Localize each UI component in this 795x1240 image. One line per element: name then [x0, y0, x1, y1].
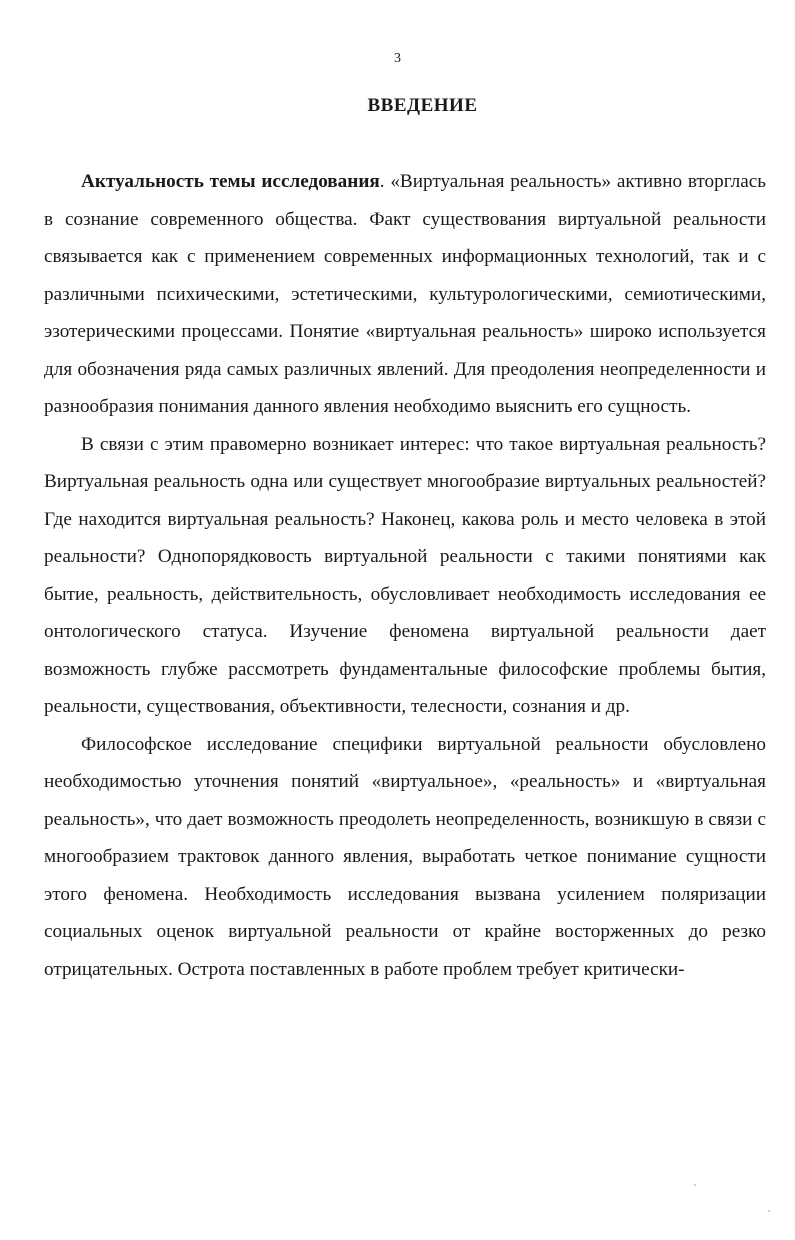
body-text: [44, 163, 766, 988]
philosophical-study-text: Философское исследование специфики виртуальной реальности обусловлено необходимостью уточнения понятий «виртуальное», «реальность» и «виртуальная реальность», что дает возможность преодолеть неопределенность, возникшую в связи с многообразием трактовок данного явления, выработать четкое понимание сущности этого феномена. Необходимость исследования вызвана усилением поляризации социальных оценок виртуальной реальности от крайне восторженных до резко отрицательных. Острота поставленных в работе проблем требует критически-: [44, 733, 766, 980]
scan-speck: [694, 1184, 696, 1186]
page-number: 3: [394, 51, 401, 66]
questions-text: В связи с этим правомерно возникает интерес: что такое виртуальная реальность? Виртуальная реальность одна или существует многообразие виртуальных реальностей? Где находится виртуальная реальность? Наконец, какова роль и место человека в этой реальности? Однопорядковость виртуальной реальности с такими понятиями как бытие, реальность, действительность, обусловливает необходимость исследования ее онтологического статуса. Изучение феномена виртуальной реальности дает возможность глубже рассмотреть фундаментальные философские проблемы бытия, реальности, существования, объективности, телесности, сознания и др.: [44, 433, 766, 717]
paragraph-philosophical-study: [44, 726, 766, 989]
relevance-lead: Актуальность темы исследования: [81, 171, 380, 192]
relevance-text: . «Виртуальная реальность» активно вторглась в сознание современного общества. Факт существования виртуальной реальности связывается как с применением современных информационных технологий, так и с различными психическими, эстетическими, культурологическими, семиотическими, эзотерическими процессами. Понятие «виртуальная реальность» широко используется для обозначения ряда самых различных явлений. Для преодоления неопределенности и разнообразия понимания данного явления необходимо выяснить его сущность.: [44, 171, 766, 417]
scan-speck: [768, 1210, 770, 1212]
paragraph-questions: [44, 426, 766, 726]
section-heading: ВВЕДЕНИЕ: [367, 95, 478, 116]
paragraph-relevance: [44, 163, 766, 426]
